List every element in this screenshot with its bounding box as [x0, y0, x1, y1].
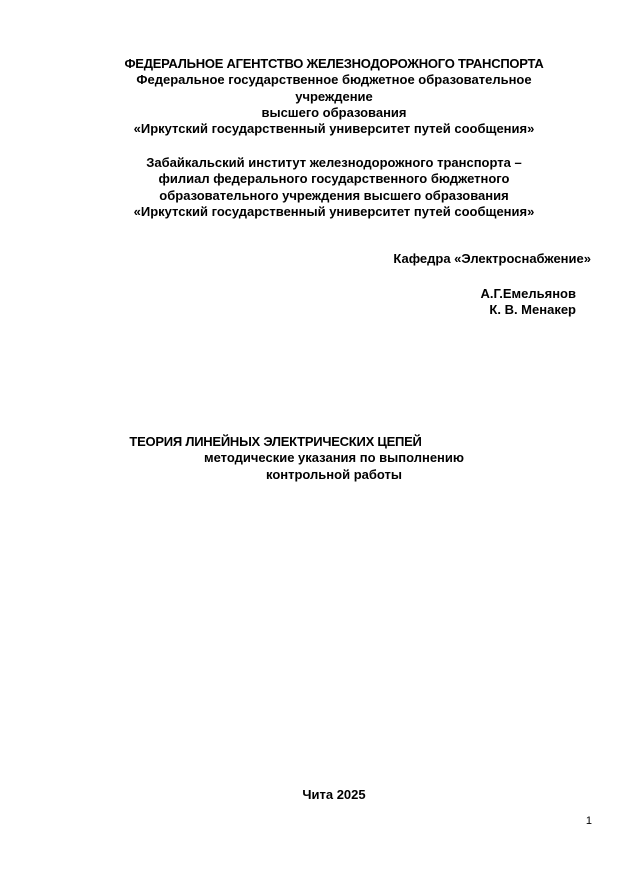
organization-line: высшего образования — [261, 104, 407, 120]
header-block — [60, 56, 608, 137]
university-name: «Иркутский государственный университет путей сообщения» — [133, 121, 535, 136]
organization-line: учреждение — [295, 88, 373, 104]
institute-block — [60, 155, 608, 220]
institute-line: образовательного учреждения высшего образования — [159, 187, 509, 203]
document-title-block — [60, 434, 608, 483]
department-name: Кафедра «Электроснабжение» — [393, 251, 591, 266]
author-name: А.Г.Емельянов — [480, 286, 576, 301]
institute-line: Забайкальский институт железнодорожного транспорта – — [146, 155, 522, 170]
institute-line: «Иркутский государственный университет путей сообщения» — [133, 203, 535, 219]
agency-name: ФЕДЕРАЛЬНОЕ АГЕНТСТВО ЖЕЛЕЗНОДОРОЖНОГО ТРАНСПОРТА — [124, 56, 544, 71]
author-name: К. В. Менакер — [489, 302, 576, 317]
document-subtitle: контрольной работы — [266, 466, 402, 482]
institute-line: филиал федерального государственного бюджетного — [158, 171, 510, 187]
organization-line: Федеральное государственное бюджетное образовательное — [136, 72, 532, 88]
city-year: Чита 2025 — [302, 787, 366, 802]
document-subtitle: методические указания по выполнению — [204, 450, 464, 466]
page-number: 1 — [585, 815, 592, 827]
document-title: ТЕОРИЯ ЛИНЕЙНЫХ ЭЛЕКТРИЧЕСКИХ ЦЕПЕЙ — [129, 434, 422, 449]
